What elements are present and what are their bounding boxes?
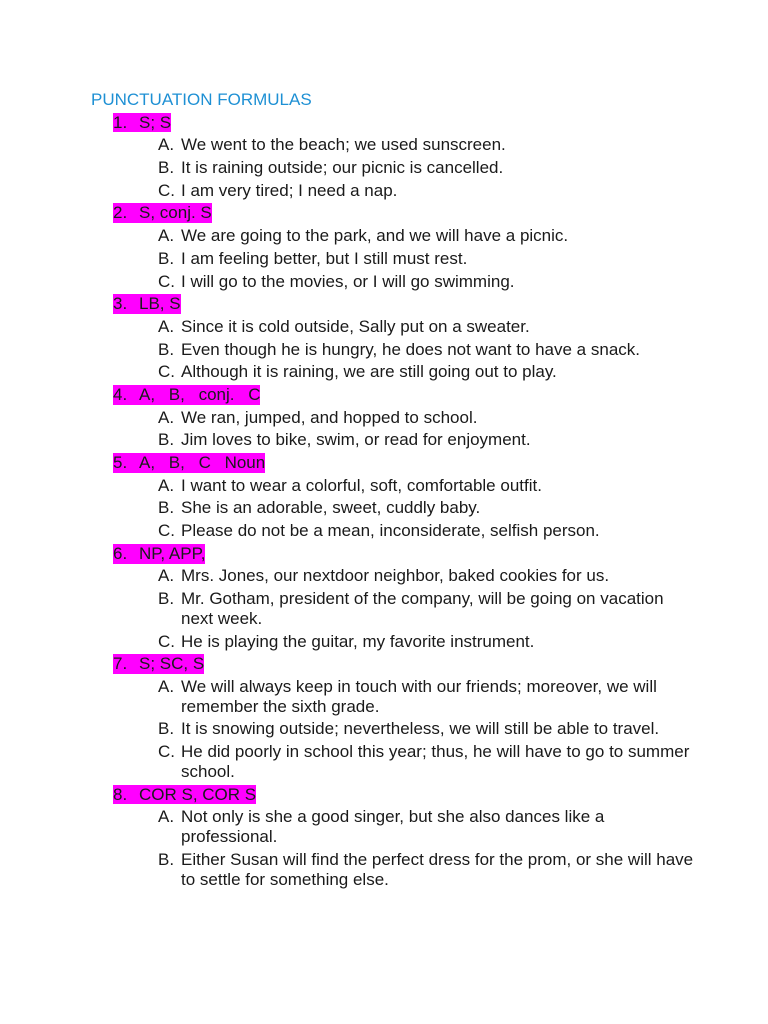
formula-highlight bbox=[113, 294, 181, 314]
example-letter: B. bbox=[158, 248, 175, 268]
formula-highlight bbox=[113, 453, 265, 473]
formula-heading bbox=[0, 203, 768, 223]
formula-number: 3. bbox=[113, 294, 128, 314]
example-text bbox=[181, 521, 600, 541]
example-text-line: Please do not be a mean, inconsiderate, selfish person. bbox=[181, 521, 600, 541]
formula-number: 6. bbox=[113, 543, 128, 563]
example-letter: B. bbox=[158, 719, 175, 739]
example-letter: A. bbox=[158, 475, 175, 495]
example-letter: B. bbox=[158, 589, 175, 609]
example-item bbox=[0, 498, 768, 518]
formula-number: 1. bbox=[113, 112, 128, 132]
formula-highlight bbox=[113, 385, 260, 405]
example-letter: A. bbox=[158, 316, 175, 336]
example-text-line: to settle for something else. bbox=[181, 869, 389, 889]
example-text-line: Mr. Gotham, president of the company, will be going on vacation bbox=[181, 589, 664, 609]
example-text-line: I am very tired; I need a nap. bbox=[181, 180, 398, 200]
example-text bbox=[181, 430, 531, 450]
example-item bbox=[0, 408, 768, 428]
example-item bbox=[0, 807, 768, 847]
example-text bbox=[181, 850, 693, 890]
example-letter: B. bbox=[158, 849, 175, 869]
example-text-line: school. bbox=[181, 761, 235, 781]
formula-label: S; S bbox=[139, 112, 172, 132]
document-title: PUNCTUATION FORMULAS bbox=[91, 90, 312, 109]
example-letter: A. bbox=[158, 676, 175, 696]
example-item bbox=[0, 742, 768, 782]
example-item bbox=[0, 158, 768, 178]
example-text-line: It is snowing outside; nevertheless, we will still be able to travel. bbox=[181, 719, 660, 739]
formula-heading bbox=[0, 785, 768, 805]
formula-label: NP, APP, bbox=[139, 543, 206, 563]
example-text-line: I will go to the movies, or I will go swimming. bbox=[181, 271, 515, 291]
example-text bbox=[181, 719, 659, 739]
example-item bbox=[0, 249, 768, 269]
formula-highlight bbox=[113, 203, 212, 223]
example-text bbox=[181, 249, 467, 269]
example-letter: C. bbox=[158, 631, 175, 651]
example-item bbox=[0, 362, 768, 382]
formula-label: A, B, C Noun bbox=[139, 453, 266, 472]
formula-number: 8. bbox=[113, 784, 128, 804]
example-text-line: We will always keep in touch with our friends; moreover, we will bbox=[181, 676, 657, 696]
example-text-line: We ran, jumped, and hopped to school. bbox=[181, 407, 478, 427]
example-text bbox=[181, 135, 506, 155]
example-item bbox=[0, 430, 768, 450]
formula-number: 4. bbox=[113, 384, 128, 404]
formula-section bbox=[0, 785, 768, 890]
example-text-line: He did poorly in school this year; thus, he will have to go to summer bbox=[181, 742, 690, 762]
example-text bbox=[181, 677, 657, 717]
formula-section bbox=[0, 113, 768, 201]
example-text bbox=[181, 362, 557, 382]
example-text bbox=[181, 181, 397, 201]
formula-highlight bbox=[113, 113, 171, 133]
example-letter: A. bbox=[158, 566, 175, 586]
document-body bbox=[0, 90, 768, 892]
example-text bbox=[181, 498, 480, 518]
example-item bbox=[0, 850, 768, 890]
example-text-line: Although it is raining, we are still going out to play. bbox=[181, 362, 557, 382]
example-letter: B. bbox=[158, 158, 175, 178]
example-text-line: She is an adorable, sweet, cuddly baby. bbox=[181, 498, 481, 518]
formula-label: S, conj. S bbox=[139, 203, 212, 223]
example-text-line: next week. bbox=[181, 608, 263, 628]
formula-heading bbox=[0, 654, 768, 674]
example-letter: A. bbox=[158, 807, 175, 827]
example-text-line: We went to the beach; we used sunscreen. bbox=[181, 135, 506, 155]
example-letter: B. bbox=[158, 339, 175, 359]
example-item bbox=[0, 521, 768, 541]
example-text-line: I am feeling better, but I still must rest. bbox=[181, 248, 468, 268]
example-letter: A. bbox=[158, 407, 175, 427]
example-text-line: Jim loves to bike, swim, or read for enjoyment. bbox=[181, 430, 531, 450]
formula-heading bbox=[0, 294, 768, 314]
example-text bbox=[181, 408, 477, 428]
example-item bbox=[0, 476, 768, 496]
example-text-line: Not only is she a good singer, but she also dances like a bbox=[181, 807, 605, 827]
example-text bbox=[181, 632, 534, 652]
formula-heading bbox=[0, 544, 768, 564]
example-item bbox=[0, 317, 768, 337]
formula-heading bbox=[0, 113, 768, 133]
formula-highlight bbox=[113, 785, 256, 805]
example-text bbox=[181, 272, 515, 292]
example-text-line: I want to wear a colorful, soft, comfortable outfit. bbox=[181, 475, 542, 495]
formula-label: LB, S bbox=[139, 294, 181, 314]
example-letter: C. bbox=[158, 180, 175, 200]
formula-highlight bbox=[113, 544, 205, 564]
formula-number: 2. bbox=[113, 203, 128, 223]
example-letter: C. bbox=[158, 362, 175, 382]
example-text bbox=[181, 476, 542, 496]
example-letter: C. bbox=[158, 742, 175, 762]
formula-section bbox=[0, 544, 768, 652]
formula-label: S; SC, S bbox=[139, 654, 205, 674]
example-item bbox=[0, 719, 768, 739]
formula-heading bbox=[0, 385, 768, 405]
example-item bbox=[0, 272, 768, 292]
example-text-line: Since it is cold outside, Sally put on a sweater. bbox=[181, 316, 530, 336]
example-text-line: It is raining outside; our picnic is cancelled. bbox=[181, 158, 504, 178]
example-letter: C. bbox=[158, 521, 175, 541]
formula-label: A, B, conj. C bbox=[139, 384, 261, 404]
example-item bbox=[0, 677, 768, 717]
example-letter: B. bbox=[158, 430, 175, 450]
example-item bbox=[0, 181, 768, 201]
formula-section bbox=[0, 453, 768, 541]
example-item bbox=[0, 135, 768, 155]
example-text-line: remember the sixth grade. bbox=[181, 696, 380, 716]
formula-section bbox=[0, 203, 768, 291]
formula-section bbox=[0, 294, 768, 382]
example-text bbox=[181, 807, 604, 847]
example-letter: A. bbox=[158, 226, 175, 246]
formula-heading bbox=[0, 453, 768, 473]
example-text bbox=[181, 226, 568, 246]
formula-label: COR S, COR S bbox=[139, 784, 257, 804]
example-item bbox=[0, 632, 768, 652]
example-text bbox=[181, 340, 640, 360]
example-text bbox=[181, 742, 689, 782]
example-text bbox=[181, 317, 530, 337]
example-item bbox=[0, 589, 768, 629]
formula-section bbox=[0, 385, 768, 450]
formula-section bbox=[0, 654, 768, 781]
example-letter: B. bbox=[158, 498, 175, 518]
formula-highlight bbox=[113, 654, 204, 674]
example-text-line: He is playing the guitar, my favorite instrument. bbox=[181, 631, 535, 651]
formula-number: 5. bbox=[113, 453, 128, 472]
example-letter: A. bbox=[158, 135, 175, 155]
example-text-line: Mrs. Jones, our nextdoor neighbor, baked cookies for us. bbox=[181, 566, 610, 586]
example-text-line: professional. bbox=[181, 827, 278, 847]
example-text bbox=[181, 158, 503, 178]
example-item bbox=[0, 226, 768, 246]
example-text-line: Even though he is hungry, he does not want to have a snack. bbox=[181, 339, 640, 359]
example-text bbox=[181, 566, 609, 586]
example-text-line: Either Susan will find the perfect dress for the prom, or she will have bbox=[181, 849, 694, 869]
example-item bbox=[0, 566, 768, 586]
example-text-line: We are going to the park, and we will have a picnic. bbox=[181, 226, 569, 246]
example-letter: C. bbox=[158, 271, 175, 291]
formula-number: 7. bbox=[113, 654, 128, 674]
example-item bbox=[0, 340, 768, 360]
example-text bbox=[181, 589, 664, 629]
